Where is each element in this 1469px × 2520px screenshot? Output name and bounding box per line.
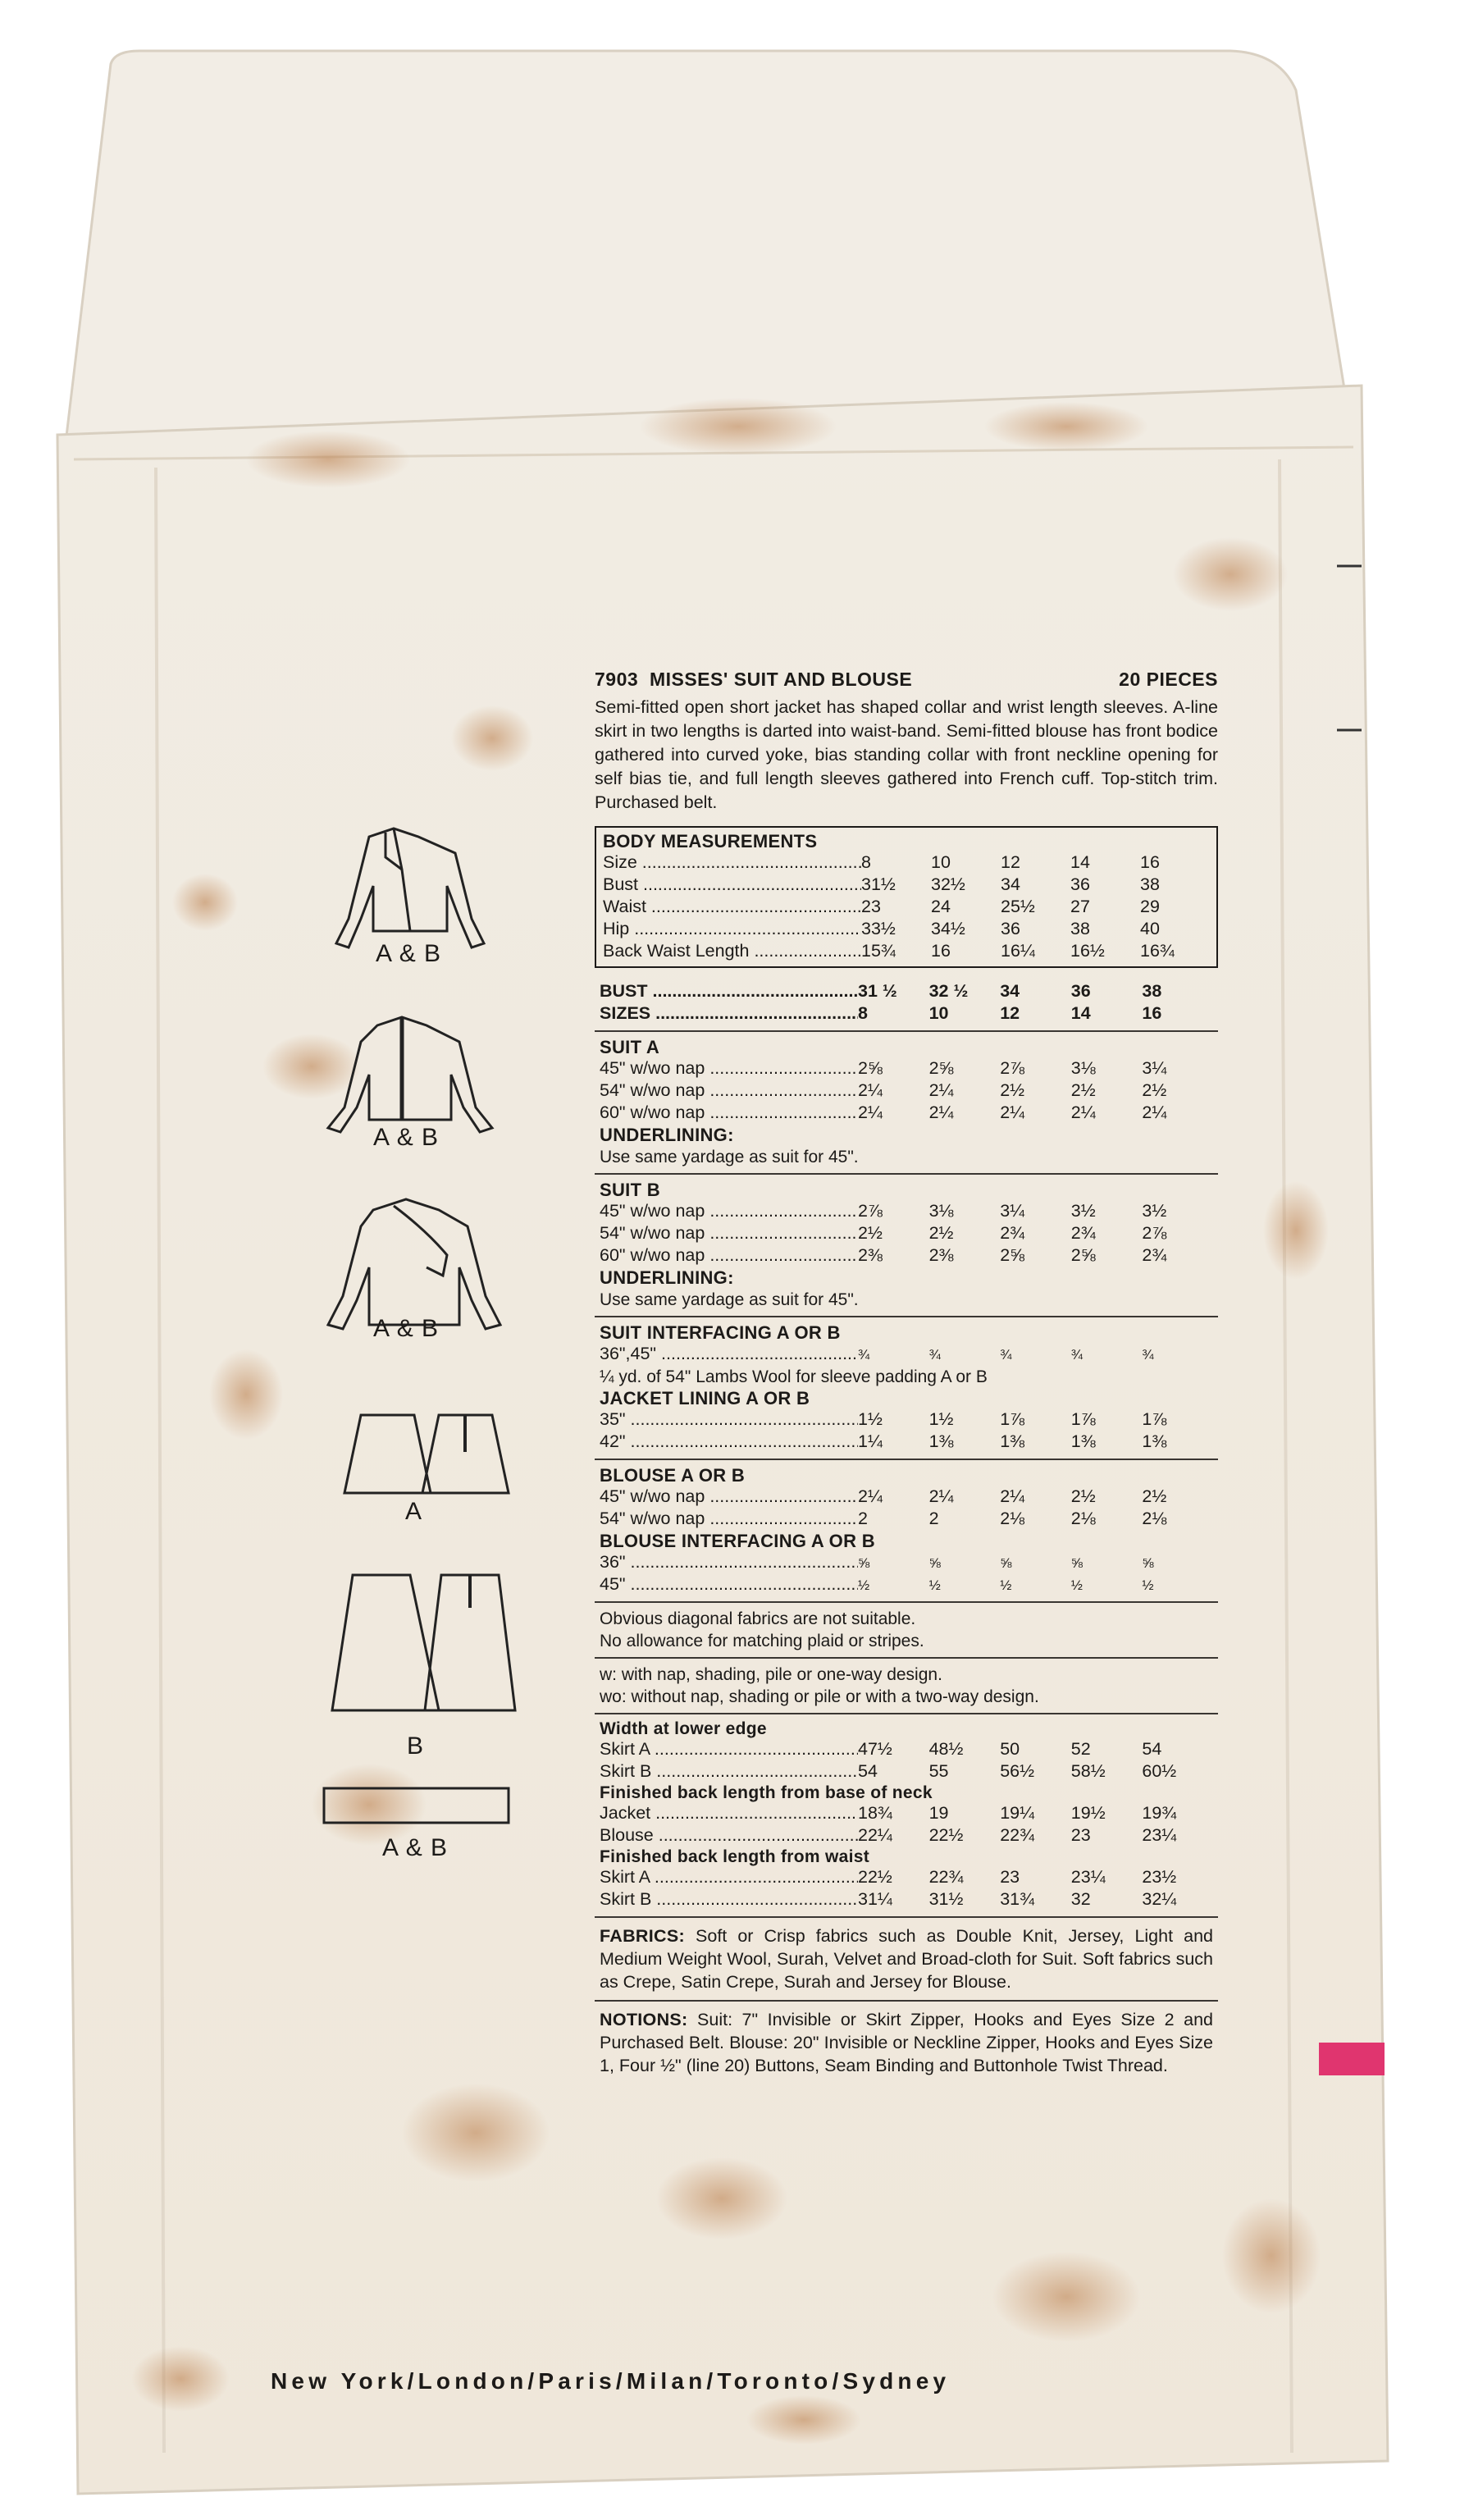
row-value: ¾ <box>1070 1347 1083 1363</box>
row-value: ½ <box>1142 1577 1154 1593</box>
row-value: 2¼ <box>928 1080 954 1100</box>
suit-b-underlining-note: Use same yardage as suit for 45". <box>600 1290 859 1309</box>
row-value: 22¾ <box>928 1867 964 1887</box>
row-label: 36",45" ..... <box>600 1344 858 1364</box>
table-row <box>600 1409 1213 1431</box>
back-length-neck-title: Finished back length from base of neck <box>600 1783 933 1802</box>
row-value: 2¾ <box>1070 1223 1096 1243</box>
row-value: 2½ <box>1070 1486 1096 1506</box>
suit-b-section <box>595 1175 1218 1317</box>
suit-b-rows <box>600 1201 1213 1267</box>
row-value: 29 <box>1140 897 1160 916</box>
table-row <box>603 897 1210 919</box>
table-row <box>603 874 1210 897</box>
table-row <box>600 1245 1213 1267</box>
figure-label-jacket-back: A & B <box>373 1124 440 1151</box>
row-label: 54" w/wo nap ..... <box>600 1223 858 1244</box>
row-value: 2½ <box>1142 1486 1167 1506</box>
table-row <box>600 1552 1213 1574</box>
row-value: 1⅜ <box>1000 1431 1025 1451</box>
row-value: 2¼ <box>858 1102 883 1122</box>
row-value: 40 <box>1140 919 1160 938</box>
row-value: ½ <box>1000 1577 1012 1593</box>
row-value: 52 <box>1070 1739 1091 1759</box>
row-value: 32½ <box>931 874 965 894</box>
row-value: 2 <box>858 1509 868 1528</box>
table-row <box>600 1344 1213 1366</box>
row-value: 12 <box>1001 852 1020 872</box>
row-label: Back Waist Length ..... <box>603 941 861 961</box>
table-row <box>603 941 1210 963</box>
row-value: 2¾ <box>1142 1245 1167 1265</box>
jacket-lining-rows <box>600 1409 1213 1454</box>
row-value: 60½ <box>1142 1761 1177 1781</box>
row-value: 2¾ <box>1000 1223 1025 1243</box>
table-row <box>600 1803 1213 1825</box>
row-value: ¾ <box>928 1347 941 1363</box>
row-value: 16¼ <box>1001 941 1035 961</box>
suit-a-title: SUIT A <box>600 1037 660 1057</box>
row-value: 12 <box>1000 1003 1020 1023</box>
row-value: 2¼ <box>858 1486 883 1506</box>
row-value: ⅝ <box>1142 1555 1154 1571</box>
row-label: Waist ..... <box>603 897 861 917</box>
blouse-section <box>595 1460 1218 1603</box>
body-measurements-rows <box>603 852 1210 963</box>
row-value: 2⅜ <box>858 1245 883 1265</box>
row-value: 31¼ <box>858 1889 892 1909</box>
row-value: 23 <box>1070 1825 1091 1845</box>
row-value: 36 <box>1070 874 1090 894</box>
row-value: 31¾ <box>1000 1889 1035 1909</box>
row-value: 2⅞ <box>1000 1058 1025 1078</box>
row-value: 10 <box>931 852 951 872</box>
row-label: 45" w/wo nap ..... <box>600 1486 858 1507</box>
nap-notes <box>595 1659 1218 1714</box>
bust-sizes-section <box>595 976 1218 1032</box>
blouse-title: BLOUSE A OR B <box>600 1465 746 1486</box>
row-value: 2⅝ <box>1000 1245 1025 1265</box>
row-value: 2¼ <box>858 1080 883 1100</box>
blouse-interfacing-title: BLOUSE INTERFACING A OR B <box>600 1531 875 1551</box>
suit-b-title: SUIT B <box>600 1180 660 1200</box>
row-value: 22½ <box>928 1825 964 1845</box>
row-value: 58½ <box>1070 1761 1106 1781</box>
row-label: SIZES ..... <box>600 1003 858 1024</box>
row-label: Jacket ..... <box>600 1803 858 1824</box>
row-value: 2½ <box>928 1223 954 1243</box>
footer-cities: New York/London/Paris/Milan/Toronto/Sydney <box>271 2368 951 2394</box>
row-value: 2½ <box>858 1223 883 1243</box>
note-diagonal: Obvious diagonal fabrics are not suitable. <box>600 1609 916 1628</box>
blouse-rows <box>600 1486 1213 1531</box>
row-value: 1¼ <box>858 1431 883 1451</box>
row-value: 56½ <box>1000 1761 1035 1781</box>
row-value: ⅝ <box>928 1555 941 1571</box>
note-w: w: with nap, shading, pile or one-way design. <box>600 1665 942 1684</box>
row-value: 36 <box>1070 981 1091 1001</box>
row-value: 2⅛ <box>1000 1509 1025 1528</box>
row-value: 2⅝ <box>858 1058 883 1078</box>
row-value: 38 <box>1140 874 1160 894</box>
pattern-description: Semi-fitted open short jacket has shaped collar and wrist length sleeves. A-line skirt in two lengths is darted into waist-band. Semi-fitted blouse has front bodice gathered into curved yoke, bias standing collar with front neckline opening for self bias tie, and full length sleeves gathered into French cuff. Top-stitch trim. Purchased belt. <box>595 697 1218 812</box>
row-label: 36" ..... <box>600 1552 858 1573</box>
notions-label: NOTIONS: <box>600 2010 688 2029</box>
row-value: 34 <box>1000 981 1020 1001</box>
row-value: 2½ <box>1070 1080 1096 1100</box>
body-measurements-title: BODY MEASUREMENTS <box>603 831 818 851</box>
row-label: BUST ..... <box>600 981 858 1002</box>
interfacing-lining-section <box>595 1317 1218 1460</box>
pattern-pieces: 20 PIECES <box>1119 669 1218 690</box>
suit-b-underlining-title: UNDERLINING: <box>600 1267 734 1288</box>
row-value: 54 <box>858 1761 878 1781</box>
row-value: 2⅞ <box>1142 1223 1167 1243</box>
row-value: 3½ <box>1142 1201 1167 1221</box>
row-value: ⅝ <box>1070 1555 1083 1571</box>
row-value: 2¼ <box>1000 1486 1025 1506</box>
row-value: 55 <box>928 1761 949 1781</box>
row-value: 23 <box>861 897 881 916</box>
row-value: 2⅛ <box>1070 1509 1096 1528</box>
row-value: 50 <box>1000 1739 1020 1759</box>
table-row <box>600 1867 1213 1889</box>
row-value: 14 <box>1070 852 1090 872</box>
row-value: 54 <box>1142 1739 1162 1759</box>
table-row <box>600 1739 1213 1761</box>
row-value: 34½ <box>931 919 965 938</box>
row-label: 60" w/wo nap ..... <box>600 1245 858 1266</box>
row-value: 3⅛ <box>928 1201 954 1221</box>
table-row <box>600 1102 1213 1125</box>
row-label: Skirt A ..... <box>600 1739 858 1760</box>
row-value: 3½ <box>1070 1201 1096 1221</box>
suit-interfacing-note: ¼ yd. of 54" Lambs Wool for sleeve padding A or B <box>600 1367 988 1386</box>
row-value: 16 <box>1142 1003 1162 1023</box>
row-value: 1⅜ <box>1070 1431 1096 1451</box>
row-value: ⅝ <box>858 1555 870 1571</box>
table-row <box>600 1201 1213 1223</box>
notions-paragraph <box>595 2002 1218 2084</box>
table-row <box>600 1080 1213 1102</box>
row-value: 24 <box>931 897 951 916</box>
figure-label-blouse: A & B <box>373 1315 440 1342</box>
row-value: 22¼ <box>858 1825 892 1845</box>
row-value: 31½ <box>861 874 896 894</box>
bust-sizes-rows <box>600 981 1213 1025</box>
row-value: 19¾ <box>1142 1803 1177 1823</box>
table-row <box>600 981 1213 1003</box>
row-value: 23 <box>1000 1867 1020 1887</box>
figure-label-skirt-b: B <box>407 1732 425 1760</box>
row-value: 33½ <box>861 919 896 938</box>
figure-label-belt: A & B <box>382 1834 449 1861</box>
row-value: 38 <box>1142 981 1162 1001</box>
back-length-waist-title: Finished back length from waist <box>600 1847 870 1866</box>
figure-label-skirt-a: A <box>405 1498 423 1525</box>
row-value: 1½ <box>928 1409 954 1429</box>
row-value: 18¾ <box>858 1803 892 1823</box>
row-value: 38 <box>1070 919 1090 938</box>
table-row <box>600 1761 1213 1783</box>
row-value: ½ <box>1070 1577 1083 1593</box>
row-value: 48½ <box>928 1739 964 1759</box>
note-plaid: No allowance for matching plaid or stripes. <box>600 1632 924 1650</box>
row-value: 2¼ <box>1070 1102 1096 1122</box>
width-lower-edge-title: Width at lower edge <box>600 1719 767 1738</box>
row-value: 16¾ <box>1140 941 1175 961</box>
pattern-header <box>595 669 1218 691</box>
row-value: 2¼ <box>1000 1102 1025 1122</box>
row-value: 23¼ <box>1142 1825 1177 1845</box>
notions-text: Suit: 7" Invisible or Skirt Zipper, Hooks and Eyes Size 2 and Purchased Belt. Blouse: 20" Invisible or Neckline Zipper, Hooks and Eyes Size 1, Four ½" (line 20) Buttons, Seam Binding and Buttonhole Twist Thread. <box>600 2010 1213 2075</box>
fabric-notes <box>595 1603 1218 1659</box>
row-label: 45" ..... <box>600 1574 858 1595</box>
suit-interfacing-rows <box>600 1344 1213 1366</box>
row-value: 16½ <box>1070 941 1105 961</box>
pattern-number: 7903 <box>595 669 639 690</box>
table-row <box>600 1058 1213 1080</box>
row-value: 22½ <box>858 1867 892 1887</box>
row-value: 8 <box>861 852 871 872</box>
back-length-neck-rows <box>600 1803 1213 1847</box>
row-value: 31½ <box>928 1889 964 1909</box>
row-value: 2¼ <box>928 1102 954 1122</box>
row-label: Skirt B ..... <box>600 1889 858 1910</box>
row-value: ¾ <box>858 1347 870 1363</box>
envelope-flap <box>66 51 1345 443</box>
row-label: 45" w/wo nap ..... <box>600 1201 858 1221</box>
row-label: Skirt B ..... <box>600 1761 858 1782</box>
row-value: 2⅝ <box>928 1058 954 1078</box>
row-value: 3⅛ <box>1070 1058 1096 1078</box>
row-label: Bust ..... <box>603 874 861 895</box>
row-label: 54" w/wo nap ..... <box>600 1509 858 1529</box>
suit-a-rows <box>600 1058 1213 1125</box>
pattern-number-title <box>595 669 912 691</box>
back-length-waist-rows <box>600 1867 1213 1911</box>
suit-a-underlining-note: Use same yardage as suit for 45". <box>600 1148 859 1166</box>
row-value: 19 <box>928 1803 949 1823</box>
body-measurements-box <box>595 826 1218 968</box>
row-value: 16 <box>931 941 951 961</box>
jacket-lining-title: JACKET LINING A OR B <box>600 1388 810 1408</box>
suit-interfacing-title: SUIT INTERFACING A OR B <box>600 1322 841 1343</box>
row-value: 23½ <box>1142 1867 1177 1887</box>
row-value: ½ <box>858 1577 870 1593</box>
suit-a-section <box>595 1032 1218 1175</box>
row-value: 23¼ <box>1070 1867 1106 1887</box>
row-value: 2½ <box>1142 1080 1167 1100</box>
row-value: 34 <box>1001 874 1020 894</box>
row-value: 1½ <box>858 1409 883 1429</box>
row-label: 42" ..... <box>600 1431 858 1452</box>
row-value: 2⅞ <box>858 1201 883 1221</box>
row-value: 1⅜ <box>1142 1431 1167 1451</box>
pink-tab-mark <box>1319 2043 1385 2075</box>
table-row <box>600 1825 1213 1847</box>
row-value: 10 <box>928 1003 949 1023</box>
row-label: 60" w/wo nap ..... <box>600 1102 858 1123</box>
fabrics-label: FABRICS: <box>600 1926 685 1946</box>
row-value: 1⅜ <box>928 1431 954 1451</box>
row-value: 2⅝ <box>1070 1245 1096 1265</box>
row-label: 54" w/wo nap ..... <box>600 1080 858 1101</box>
table-row <box>600 1223 1213 1245</box>
row-value: 32 ½ <box>928 981 969 1001</box>
row-value: 2⅛ <box>1142 1509 1167 1528</box>
table-row <box>603 919 1210 941</box>
row-value: ¾ <box>1000 1347 1012 1363</box>
row-value: 1⅞ <box>1070 1409 1096 1429</box>
width-lower-edge-rows <box>600 1739 1213 1783</box>
row-value: 14 <box>1070 1003 1091 1023</box>
table-row <box>600 1431 1213 1454</box>
row-value: 16 <box>1140 852 1160 872</box>
row-value: 25½ <box>1001 897 1035 916</box>
figure-label-jacket-front: A & B <box>376 940 442 967</box>
row-value: 2½ <box>1000 1080 1025 1100</box>
row-value: 19½ <box>1070 1803 1106 1823</box>
table-row <box>600 1509 1213 1531</box>
row-label: Skirt A ..... <box>600 1867 858 1888</box>
row-value: 2¼ <box>928 1486 954 1506</box>
row-value: 15¾ <box>861 941 896 961</box>
suit-a-underlining-title: UNDERLINING: <box>600 1125 734 1145</box>
row-value: 8 <box>858 1003 868 1023</box>
row-value: 2⅜ <box>928 1245 954 1265</box>
row-label: Hip ..... <box>603 919 861 939</box>
pattern-title: MISSES' SUIT AND BLOUSE <box>649 669 913 690</box>
pattern-info-panel <box>595 669 1218 2084</box>
row-value: 27 <box>1070 897 1090 916</box>
row-value: 2 <box>928 1509 939 1528</box>
row-label: Size ..... <box>603 852 861 873</box>
row-label: 35" ..... <box>600 1409 858 1430</box>
row-value: 22¾ <box>1000 1825 1035 1845</box>
note-wo: wo: without nap, shading or pile or with a two-way design. <box>600 1687 1039 1706</box>
fabrics-text: Soft or Crisp fabrics such as Double Knit, Jersey, Light and Medium Weight Wool, Surah, Velvet and Broad-cloth for Suit. Soft fabrics such as Crepe, Satin Crepe, Surah and Jersey for Blouse. <box>600 1926 1213 1992</box>
table-row <box>600 1003 1213 1025</box>
row-value: 32 <box>1070 1889 1091 1909</box>
row-value: 19¼ <box>1000 1803 1035 1823</box>
finished-measurements-section <box>595 1714 1218 1918</box>
fabrics-paragraph <box>595 1918 1218 2002</box>
row-label: 45" w/wo nap ..... <box>600 1058 858 1079</box>
table-row <box>600 1889 1213 1911</box>
row-value: 47½ <box>858 1739 892 1759</box>
blouse-interfacing-rows <box>600 1552 1213 1596</box>
row-value: 3¼ <box>1142 1058 1167 1078</box>
row-value: ¾ <box>1142 1347 1154 1363</box>
row-value: 36 <box>1001 919 1020 938</box>
row-value: 1⅞ <box>1142 1409 1167 1429</box>
table-row <box>600 1574 1213 1596</box>
table-row <box>600 1486 1213 1509</box>
table-row <box>603 852 1210 874</box>
row-value: 2¼ <box>1142 1102 1167 1122</box>
row-value: ⅝ <box>1000 1555 1012 1571</box>
row-label: Blouse ..... <box>600 1825 858 1846</box>
row-value: ½ <box>928 1577 941 1593</box>
row-value: 32¼ <box>1142 1889 1177 1909</box>
row-value: 1⅞ <box>1000 1409 1025 1429</box>
row-value: 31 ½ <box>858 981 897 1001</box>
row-value: 3¼ <box>1000 1201 1025 1221</box>
